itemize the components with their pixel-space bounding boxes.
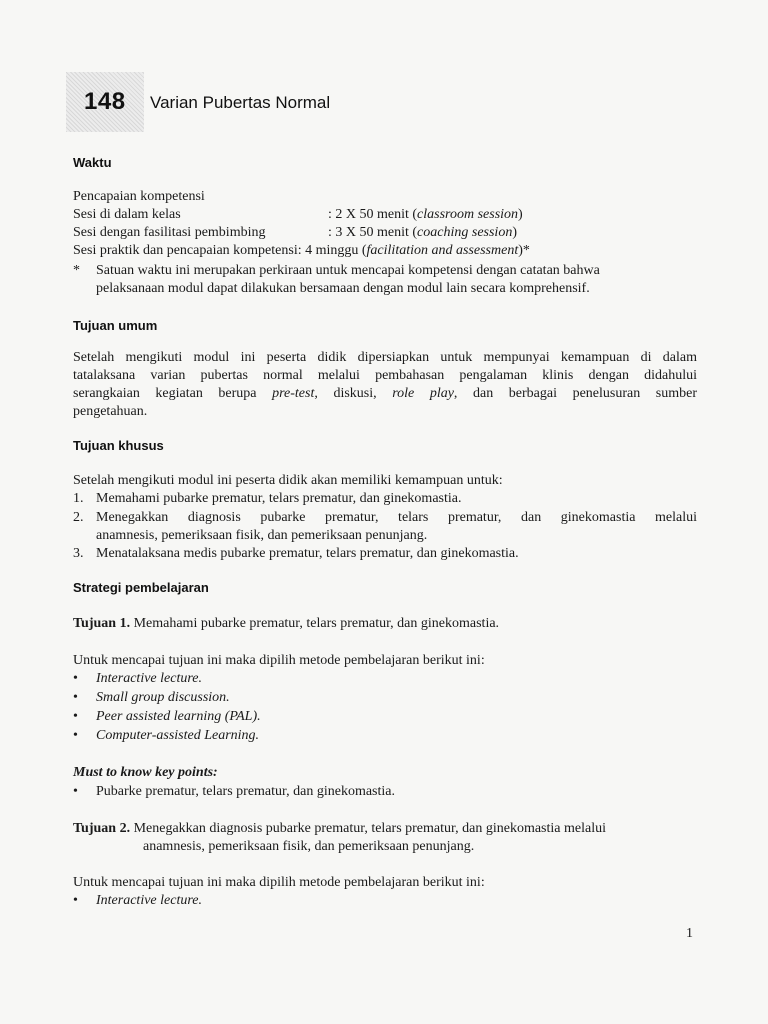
tujuan-1: Tujuan 1. Memahami pubarke prematur, telars prematur, dan ginekomastia.	[73, 616, 500, 631]
heading-tujuan-khusus: Tujuan khusus	[73, 438, 164, 453]
method-item: Interactive lecture.	[96, 671, 202, 686]
tujuan-2-continuation: anamnesis, pemeriksaan fisik, dan pemeriksaan penunjang.	[143, 839, 475, 854]
list-item: Menatalaksana medis pubarke prematur, telars prematur, dan ginekomastia.	[96, 546, 519, 561]
method-item: Peer assisted learning (PAL).	[96, 709, 261, 724]
bullet: •	[73, 728, 78, 743]
waktu-row-value: : 2 X 50 menit (classroom session)	[328, 207, 523, 222]
waktu-praktik: Sesi praktik dan pencapaian kompetensi: 4 minggu (facilitation and assessment)*	[73, 243, 530, 258]
tujuan-2: Tujuan 2. Menegakkan diagnosis pubarke prematur, telars prematur, dan ginekomastia melalui	[73, 821, 606, 836]
waktu-row-label: Sesi dengan fasilitasi pembimbing	[73, 225, 266, 240]
waktu-intro: Pencapaian kompetensi	[73, 189, 205, 204]
tujuan-umum-line1: Setelah mengikuti modul ini peserta didik dipersiapkan untuk mempunyai kemampuan di dalam	[73, 350, 697, 365]
list-number: 3.	[73, 546, 84, 561]
page-number: 1	[686, 926, 693, 941]
waktu-note-line2: pelaksanaan modul dapat dilakukan bersamaan dengan modul lain secara komprehensif.	[96, 281, 590, 296]
bullet: •	[73, 893, 78, 908]
tujuan-umum-line4: pengetahuan.	[73, 404, 148, 419]
heading-tujuan-umum: Tujuan umum	[73, 318, 158, 333]
method-item: Interactive lecture.	[96, 893, 202, 908]
list-number: 2.	[73, 510, 84, 525]
waktu-row-value: : 3 X 50 menit (coaching session)	[328, 225, 517, 240]
waktu-row-kelas	[73, 206, 523, 224]
chapter-number: 148	[84, 88, 126, 115]
bullet: •	[73, 709, 78, 724]
metode-intro-2: Untuk mencapai tujuan ini maka dipilih metode pembelajaran berikut ini:	[73, 875, 485, 890]
heading-strategi: Strategi pembelajaran	[73, 580, 209, 595]
tujuan-umum-line2: tatalaksana varian pubertas normal melalui pembahasan pengalaman klinis dengan didahului	[73, 368, 697, 383]
waktu-row-pembimbing	[73, 224, 517, 242]
key-point-item: Pubarke prematur, telars prematur, dan ginekomastia.	[96, 784, 395, 799]
bullet: •	[73, 784, 78, 799]
list-number: 1.	[73, 491, 84, 506]
chapter-title: Varian Pubertas Normal	[150, 93, 331, 112]
bullet: •	[73, 690, 78, 705]
bullet: •	[73, 671, 78, 686]
list-item: Memahami pubarke prematur, telars prematur, dan ginekomastia.	[96, 491, 462, 506]
method-item: Computer-assisted Learning.	[96, 728, 260, 743]
metode-intro: Untuk mencapai tujuan ini maka dipilih metode pembelajaran berikut ini:	[73, 653, 485, 668]
tujuan-khusus-intro: Setelah mengikuti modul ini peserta didik akan memiliki kemampuan untuk:	[73, 473, 503, 488]
note-asterisk: *	[73, 263, 80, 278]
waktu-row-label: Sesi di dalam kelas	[73, 207, 181, 222]
list-item-continuation: anamnesis, pemeriksaan fisik, dan pemeriksaan penunjang.	[96, 528, 428, 543]
key-points-heading: Must to know key points:	[73, 765, 218, 780]
method-item: Small group discussion.	[96, 690, 230, 705]
waktu-note-line1: Satuan waktu ini merupakan perkiraan untuk mencapai kompetensi dengan catatan bahwa	[96, 263, 600, 278]
list-item: Menegakkan diagnosis pubarke prematur, telars prematur, dan ginekomastia melalui	[96, 510, 697, 525]
heading-waktu: Waktu	[73, 155, 112, 170]
tujuan-umum-line3: serangkaian kegiatan berupa pre-test, diskusi, role play, dan berbagai penelusuran sumber	[73, 386, 697, 401]
